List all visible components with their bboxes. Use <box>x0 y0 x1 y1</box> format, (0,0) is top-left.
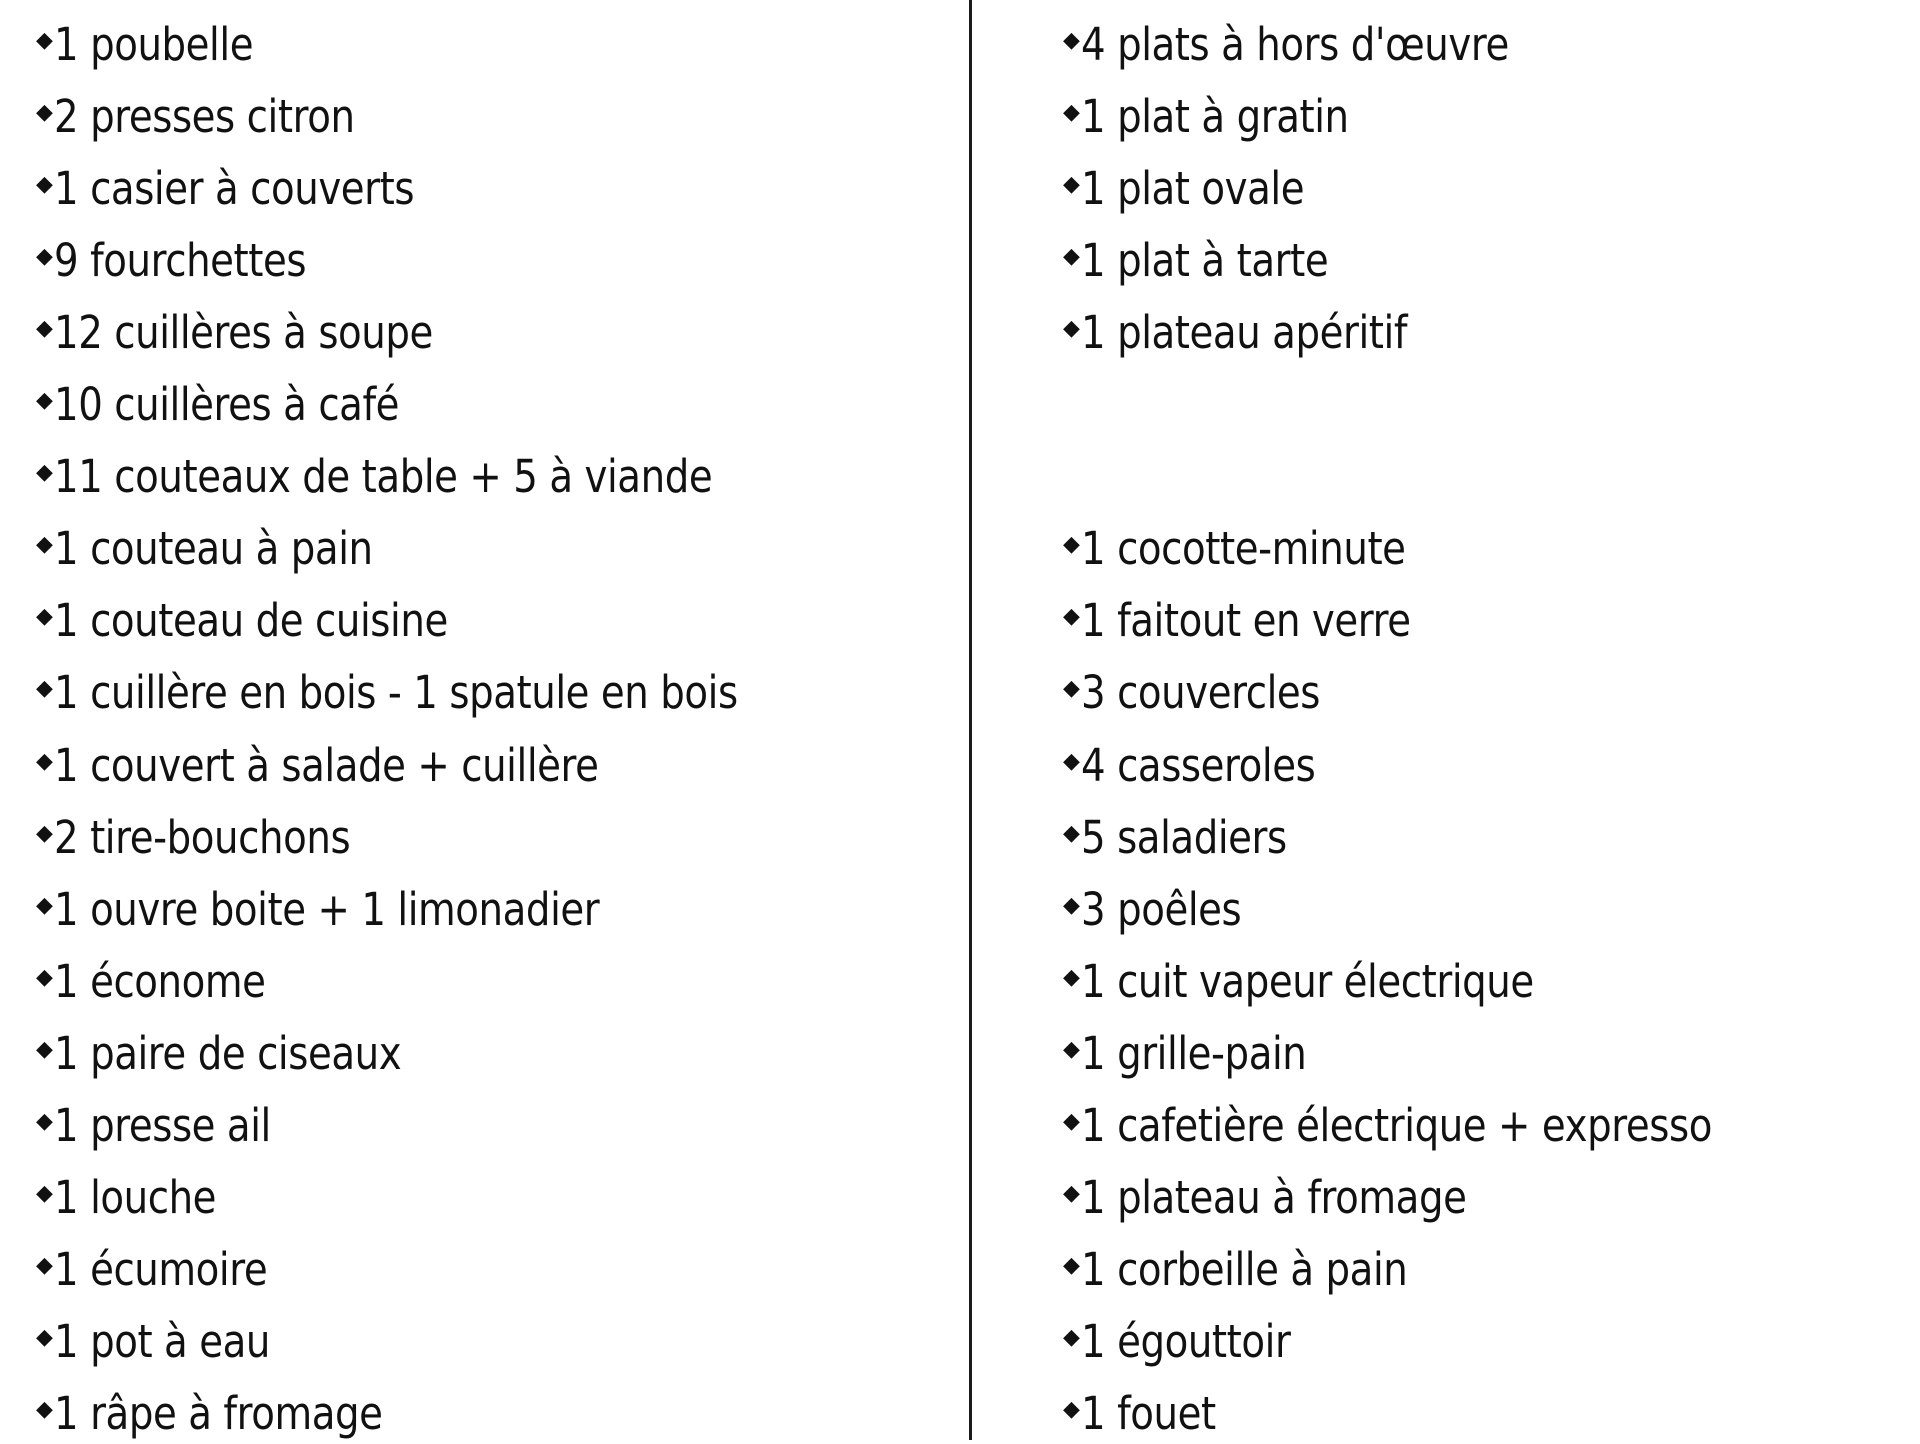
bullet-icon: ◆ <box>1063 1325 1080 1351</box>
list-item-label: 1 presse ail <box>54 1099 272 1152</box>
list-item <box>1063 879 1268 939</box>
list-item-label: 1 égouttoir <box>1081 1315 1291 1369</box>
list-item-label: 1 poubelle <box>54 17 254 71</box>
list-item-label: 1 pot à eau <box>54 1315 271 1369</box>
list-item <box>36 735 688 795</box>
list-item <box>36 519 425 579</box>
bullet-icon: ◆ <box>1063 604 1080 630</box>
bullet-icon: ◆ <box>1063 964 1080 990</box>
list-item-label: 1 plateau à fromage <box>1081 1171 1467 1225</box>
list-item-label: 5 saladiers <box>1081 810 1288 864</box>
list-item <box>1063 86 1393 146</box>
list-item <box>36 447 820 507</box>
bullet-icon: ◆ <box>36 820 53 846</box>
list-item <box>36 302 495 362</box>
list-item <box>36 591 512 651</box>
list-item <box>1063 158 1341 218</box>
bullet-icon: ◆ <box>36 388 53 413</box>
list-item-label: 3 poêles <box>1081 882 1242 936</box>
list-item-label: 4 plats à hors d'œuvre <box>1081 17 1510 71</box>
list-item-label: 1 plat à gratin <box>1081 89 1350 143</box>
list-item <box>1063 1096 1815 1156</box>
bullet-icon: ◆ <box>36 1036 53 1062</box>
list-item-label: 1 cuillère en bois - 1 spatule en bois <box>54 666 739 720</box>
list-item-label: 1 grille-pain <box>1081 1026 1307 1080</box>
bullet-icon: ◆ <box>1063 1036 1080 1062</box>
bullet-icon: ◆ <box>36 532 53 558</box>
list-item <box>1063 519 1459 579</box>
bullet-icon: ◆ <box>36 1397 53 1423</box>
list-item <box>36 375 456 435</box>
bullet-icon: ◆ <box>1063 27 1080 53</box>
bullet-icon: ◆ <box>1063 532 1080 558</box>
list-item <box>1063 14 1579 74</box>
bullet-icon: ◆ <box>1063 748 1080 774</box>
bullet-icon: ◆ <box>36 27 53 53</box>
bullet-icon: ◆ <box>1063 243 1080 269</box>
list-item <box>1063 1240 1461 1300</box>
list-item-label: 2 presses citron <box>54 89 355 143</box>
bullet-icon: ◆ <box>36 1181 53 1207</box>
bullet-icon: ◆ <box>1063 676 1080 702</box>
list-item-label: 2 tire-bouchons <box>54 810 351 864</box>
list-item <box>36 230 348 290</box>
list-item-label: 4 casseroles <box>1081 738 1316 792</box>
list-item <box>1063 663 1359 723</box>
bullet-icon: ◆ <box>36 892 53 918</box>
bullet-icon: ◆ <box>36 1109 53 1134</box>
list-item-label: 12 cuillères à soupe <box>54 305 434 359</box>
list-item-label: 1 cocotte-minute <box>1081 522 1406 576</box>
list-item <box>36 1384 436 1444</box>
bullet-icon: ◆ <box>1063 99 1080 125</box>
list-item <box>36 807 399 867</box>
list-item <box>1063 230 1369 290</box>
list-item <box>36 1240 302 1300</box>
list-item-label: 10 cuillères à café <box>54 378 400 431</box>
list-item-label: 1 ouvre boite + 1 limonadier <box>54 882 600 936</box>
list-item-label: 1 économe <box>54 954 266 1008</box>
list-item <box>36 951 300 1011</box>
bullet-icon: ◆ <box>36 171 53 197</box>
list-item-label: 1 louche <box>54 1171 217 1225</box>
list-item <box>36 86 404 146</box>
list-item-label: 9 fourchettes <box>54 233 307 287</box>
bullet-icon: ◆ <box>36 99 53 125</box>
bullet-icon: ◆ <box>36 604 53 630</box>
list-item <box>36 158 473 218</box>
bullet-icon: ◆ <box>36 964 53 990</box>
bullet-icon: ◆ <box>36 460 53 486</box>
bullet-icon: ◆ <box>36 676 53 702</box>
bullet-icon: ◆ <box>36 1325 53 1351</box>
list-item-label: 1 plat à tarte <box>1081 233 1329 287</box>
list-item <box>1063 1384 1238 1444</box>
bullet-icon: ◆ <box>1063 1397 1080 1423</box>
list-item <box>1063 1312 1325 1372</box>
bullet-icon: ◆ <box>36 1253 53 1279</box>
list-item-label: 1 râpe à fromage <box>54 1387 383 1441</box>
list-item <box>36 1023 458 1083</box>
list-item-label: 1 casier à couverts <box>54 161 415 215</box>
list-item-label: 11 couteaux de table + 5 à viande <box>54 450 713 504</box>
list-item <box>36 1096 307 1156</box>
list-item <box>1063 951 1608 1011</box>
bullet-icon: ◆ <box>36 243 53 269</box>
bullet-icon: ◆ <box>1063 820 1080 846</box>
list-item-label: 1 cafetière électrique + expresso <box>1081 1099 1713 1152</box>
list-item-label: 1 couteau de cuisine <box>54 594 449 648</box>
list-item-label: 1 plateau apéritif <box>1081 305 1408 359</box>
list-item <box>36 14 286 74</box>
list-item-label: 1 plat ovale <box>1081 161 1305 215</box>
list-item <box>36 1168 243 1228</box>
list-item-label: 3 couvercles <box>1081 666 1321 720</box>
list-item <box>36 663 849 723</box>
list-item <box>1063 1023 1344 1083</box>
list-item <box>1063 807 1321 867</box>
list-item-label: 1 corbeille à pain <box>1081 1243 1408 1297</box>
list-item-label: 1 cuit vapeur électrique <box>1081 954 1535 1008</box>
bullet-icon: ◆ <box>36 315 53 341</box>
list-item <box>36 879 688 939</box>
list-item <box>1063 302 1461 362</box>
bullet-icon: ◆ <box>1063 1181 1080 1207</box>
list-item <box>1063 591 1465 651</box>
bullet-icon: ◆ <box>36 748 53 774</box>
list-item-label: 1 fouet <box>1081 1387 1217 1441</box>
list-item <box>1063 1168 1530 1228</box>
list-item <box>1063 735 1354 795</box>
list-item <box>36 1312 306 1372</box>
list-item-label: 1 couvert à salade + cuillère <box>54 738 599 792</box>
column-divider <box>969 0 972 1440</box>
bullet-icon: ◆ <box>1063 1109 1080 1134</box>
bullet-icon: ◆ <box>1063 315 1080 341</box>
list-item-label: 1 paire de ciseaux <box>54 1026 402 1080</box>
list-item-label: 1 couteau à pain <box>54 522 374 576</box>
bullet-icon: ◆ <box>1063 892 1080 918</box>
bullet-icon: ◆ <box>1063 171 1080 197</box>
list-item-label: 1 faitout en verre <box>1081 594 1412 648</box>
list-item-label: 1 écumoire <box>54 1243 268 1297</box>
bullet-icon: ◆ <box>1063 1253 1080 1279</box>
